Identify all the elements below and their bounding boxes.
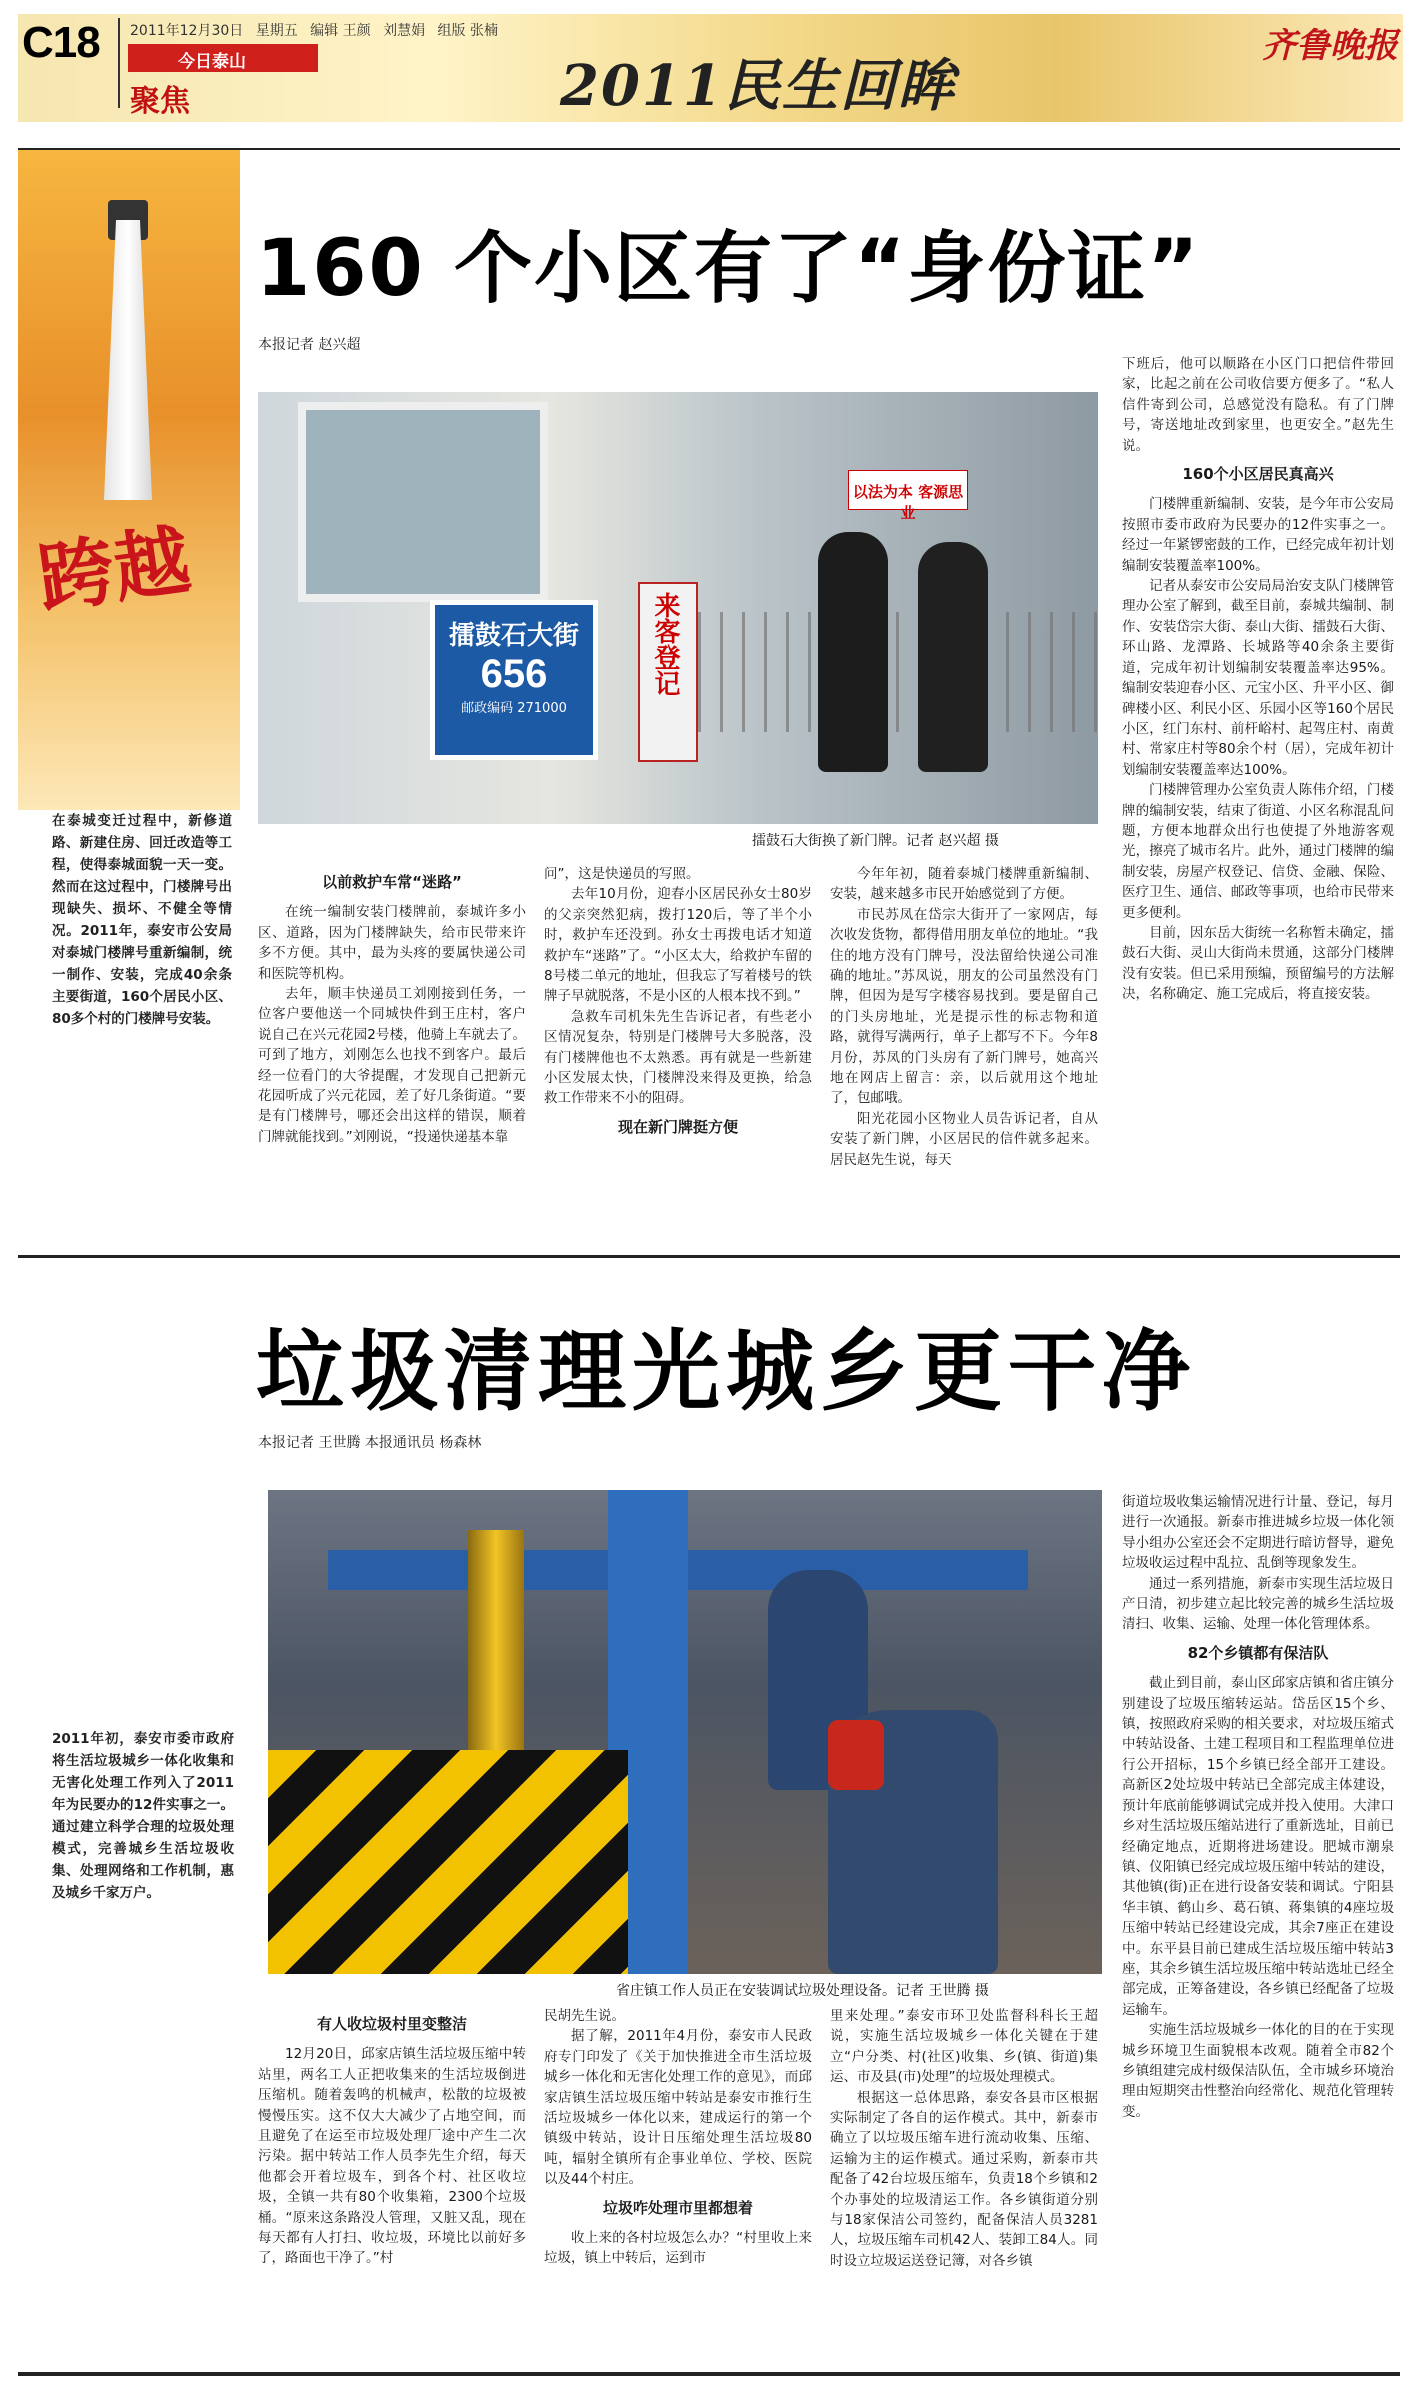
paragraph: 去年，顺丰快递员工刘刚接到任务，一位客户要他送一个同城快件到王庄村，客户说自己在兴元花园2号楼，他骑上车就去了。可到了地方，刘刚怎么也找不到客户。最后经一位看门的大爷提醒，才发现自己把新元花园听成了兴元花园，差了好几条街道。“要是有门楼牌号，哪还会出这样的错误，顺着门牌就能找到。”刘刚说，“投递快递基本靠	[258, 986, 526, 1145]
paragraph: 通过一系列措施，新泰市实现生活垃圾日产日清，初步建立起比较完善的城乡生活垃圾清扫、收集、运输、处理一体化管理体系。	[1122, 1575, 1394, 1633]
editor: 编辑 王颜	[310, 23, 371, 39]
section-tag: 今日泰山	[128, 44, 318, 72]
story2-photo	[268, 1490, 1102, 1974]
subheading: 以前救护车常“迷路”	[322, 873, 462, 891]
plate-number: 656	[480, 652, 548, 696]
story1-column-1	[258, 864, 526, 1252]
paragraph: 今年年初，随着泰城门楼牌重新编制、安装，越来越多市民开始感觉到了方便。	[830, 866, 1098, 903]
page-header	[0, 0, 1417, 130]
paragraph: 在统一编制安装门楼牌前，泰城许多小区、道路，因为门楼牌缺失，给市民带来许多不方便。其中，最为头疼的要属快递公司和医院等机构。	[258, 904, 526, 982]
paragraph: 截止到目前，泰山区邱家店镇和省庄镇分别建设了垃圾压缩转运站。岱岳区15个乡、镇，按照政府采购的相关要求，对垃圾压缩式中转站设备、土建工程项目和工程监理单位进行公开招标，15个乡镇已经全部开工建设。高新区2处垃圾中转站已全部完成主体建设，预计年底前能够调试完成并投入使用。大津口乡对生活垃圾压缩站进行了重新选址，目前已经确定地点，近期将进场建设。肥城市潮泉镇、仪阳镇已经完成垃圾压缩中转站的建设，其他镇(街)正在进行设备安装和调试。宁阳县华丰镇、鹤山乡、葛石镇、蒋集镇的4座垃圾压缩中转站已经建设完成，其余7座正在建设中。东平县目前已建成生活垃圾压缩中转站3座，其余乡镇生活垃圾压缩中转站选址已经全部完成，正筹备建设，各乡镇已经配备了垃圾运输车。	[1122, 1675, 1394, 2018]
left-illustration	[18, 150, 240, 810]
subheading: 有人收垃圾村里变整洁	[316, 2015, 467, 2033]
story2-column-1	[258, 2006, 526, 2368]
page-number: C18	[22, 18, 100, 67]
story2-column-4	[1122, 1492, 1394, 2368]
paragraph: 街道垃圾收集运输情况进行计量、登记，每月进行一次通报。新泰市推进城乡垃圾一体化领导小组办公室还会不定期进行暗访督导，避免垃圾收运过程中乱拉、乱倒等现象发生。	[1122, 1494, 1394, 1572]
photo-hazard-stripes	[268, 1750, 628, 1974]
paragraph: 问”，这是快递员的写照。	[544, 866, 700, 882]
story1-byline: 本报记者 赵兴超	[258, 337, 361, 353]
subheading: 160个小区居民真高兴	[1182, 465, 1334, 484]
photo-banner-sign: 以法为本 客源思业	[848, 470, 968, 510]
section-name: 聚焦	[130, 84, 190, 119]
paragraph: 12月20日，邱家店镇生活垃圾压缩中转站里，两名工人正把收集来的生活垃圾倒进压缩机。随着轰鸣的机械声，松散的垃圾被慢慢压实。这不仅大大减少了占地空间，而且避免了在运至市垃圾处理厂途中产生二次污染。据中转站工作人员李先生介绍，每天他都会开着垃圾车，到各个村、社区收垃圾，全镇一共有80个收集箱，2300个垃圾桶。“原来这条路没人管理，又脏又乱，现在每天都有人打扫、收垃圾，环境比以前好多了，路面也干净了。”村	[258, 2046, 526, 2267]
paragraph: 收上来的各村垃圾怎么办？“村里收上来垃圾，镇上中转后，运到市	[544, 2230, 812, 2267]
story1-headline: 160 个小区有了“身份证”	[256, 224, 1201, 314]
paragraph: 去年10月份，迎春小区居民孙女士80岁的父亲突然犯病，拨打120后，等了半个小时，救护车还没到。孙女士再拨电话才知道救护车“迷路”了。“小区太大，给救护车留的8号楼二单元的地址，但我忘了写着楼号的铁牌子早就脱落，不是小区的人根本找不到。”	[544, 886, 812, 1005]
welding-mask-icon	[828, 1720, 884, 1790]
story1-summary: 在泰城变迁过程中，新修道路、新建住房、回迁改造等工程，使得泰城面貌一天一变。然而在这过程中，门楼牌号出现缺失、损坏、不健全等情况。2011年，泰安市公安局对泰城门楼牌号重新编制，统一制作、安装，完成40余条主要街道，160个居民小区、80多个村的门楼牌号安装。	[52, 813, 232, 1027]
story1-column-2	[544, 864, 812, 1252]
paragraph: 记者从泰安市公安局局治安支队门楼牌管理办公室了解到，截至目前，泰城共编制、制作、安装岱宗大街、泰山大街、擂鼓石大街、环山路、龙潭路、长城路等40余条主要街道，完成年初计划编制安装覆盖率达95%。编制安装迎春小区、元宝小区、升平小区、御碑楼小区、利民小区、乐园小区等160个居民小区，红门东村、前杆峪村、起驾庄村、南黄村、常家庄村等80余个村（居），完成年初计划编制安装覆盖率达100%。	[1122, 578, 1394, 778]
layout-editor: 组版 张楠	[437, 23, 498, 39]
paragraph: 急救车司机朱先生告诉记者，有些老小区情况复杂，特别是门楼牌号大多脱落，没有门楼牌他也不太熟悉。再有就是一些新建小区发展太快，门楼牌没来得及更换，给急救工作带来不小的阻碍。	[544, 1008, 812, 1107]
paragraph: 里来处理。”泰安市环卫处监督科科长王超说，实施生活垃圾城乡一体化关键在于建立“户分类、村(社区)收集、乡(镇、街道)集运、市及县(市)处理”的垃圾处理模式。	[830, 2008, 1098, 2086]
story-divider	[18, 1255, 1400, 1258]
paragraph: 门楼牌重新编制、安装，是今年市公安局按照市委市政府为民要办的12件实事之一。经过一年紧锣密鼓的工作，已经完成年初计划编制安装覆盖率100%。	[1122, 496, 1394, 574]
story2-byline: 本报记者 王世腾 本报通讯员 杨森林	[258, 1435, 482, 1451]
illustration-title: 跨越	[32, 514, 196, 625]
lighthouse-icon	[98, 220, 158, 500]
paragraph: 下班后，他可以顺路在小区门口把信件带回家，比起之前在公司收信要方便多了。“私人信件寄到公司，总感觉没有隐私。有了门牌号，寄送地址改到家里，也更安全。”赵先生说。	[1122, 356, 1394, 454]
paragraph: 实施生活垃圾城乡一体化的目的在于实现城乡环境卫生面貌根本改观。随着全市82个乡镇组建完成村级保洁队伍，全市城乡环境治理由短期突击性整治向经常化、规范化管理转变。	[1122, 2022, 1394, 2120]
plate-street: 擂鼓石大街	[448, 621, 579, 651]
photo-window	[298, 402, 548, 602]
paragraph: 民胡先生说。	[544, 2008, 625, 2024]
story2-photo-caption: 省庄镇工作人员正在安装调试垃圾处理设备。记者 王世腾 摄	[616, 1983, 989, 1999]
issue-date: 2011年12月30日	[130, 23, 244, 39]
paragraph: 目前，因东岳大街统一名称暂未确定，擂鼓石大街、灵山大街尚未贯通，这部分门楼牌没有安装。但已采用预编，预留编号的方法解决，名称确定、施工完成后，将直接安装。	[1122, 924, 1394, 1003]
story2-headline: 垃圾清理光城乡更干净	[256, 1320, 1197, 1423]
story1-column-3	[830, 864, 1098, 1252]
story2-summary: 2011年初，泰安市委市政府将生活垃圾城乡一体化收集和无害化处理工作列入了2011年为民要办的12件实事之一。通过建立科学合理的垃圾处理模式，完善城乡生活垃圾收集、处理网络和工作机制，惠及城乡千家万户。	[52, 1731, 234, 1901]
paragraph: 根据这一总体思路，泰安各县市区根据实际制定了各自的运作模式。其中，新泰市确立了以垃圾压缩车进行流动收集、压缩、运输为主的运作模式。通过采购，新泰市共配备了42台垃圾压缩车，负责18个乡镇和2个办事处的垃圾清运工作。各乡镇街道分别与18家保洁公司签约，配备保洁人员3281人，垃圾压缩车司机42人、装卸工84人。同时设立垃圾运送登记簿，对各乡镇	[830, 2089, 1098, 2269]
paragraph: 门楼牌管理办公室负责人陈伟介绍，门楼牌的编制安装，结束了街道、小区名称混乱问题，方便本地群众出行也使提了外地游客观光，擦亮了城市名片。此外，通过门楼牌的编制安装，房屋产权登记、信贷、金融、保险、医疗卫生、通信、邮政等事项，也给市民带来更多便利。	[1122, 782, 1394, 921]
banner-title: 2011民生回眸	[560, 53, 956, 119]
story2-column-3	[830, 2006, 1098, 2368]
photo-railing	[698, 612, 1098, 732]
newspaper-masthead-logo: 齐鲁晚报	[1262, 26, 1398, 66]
photo-person-2	[918, 542, 988, 772]
paragraph: 市民苏凤在岱宗大街开了一家网店，每次收发货物，都得借用朋友单位的地址。“我住的地方没有门牌号，没法留给快递公司准确的地址。”苏凤说，朋友的公司虽然没有门牌，但因为是写字楼容易找到。要是留自己的门头房地址，光是提示性的标志物和道路，就得写满两行，单子上都写不下。今年8月份，苏凤的门头房有了新门牌号，她高兴地在网店上留言：亲，以后就用这个地址了，包邮哦。	[830, 906, 1098, 1107]
subheading: 垃圾咋处理市里都想着	[602, 2198, 753, 2217]
story1-column-4	[1122, 354, 1394, 1252]
subheading: 现在新门牌挺方便	[617, 1117, 738, 1136]
story2-column-2	[544, 2006, 812, 2368]
page-bottom-rule	[18, 2372, 1400, 2376]
house-number-plate	[430, 600, 598, 760]
issue-weekday: 星期五	[255, 23, 298, 39]
paragraph: 阳光花园小区物业人员告诉记者，自从安装了新门牌，小区居民的信件就多起来。居民赵先生说，每天	[830, 1110, 1098, 1168]
subheading: 82个乡镇都有保洁队	[1187, 1643, 1329, 1662]
photo-person-1	[818, 532, 888, 772]
story1-photo-caption: 擂鼓石大街换了新门牌。记者 赵兴超 摄	[752, 833, 999, 849]
plate-postcode: 邮政编码 271000	[461, 701, 567, 716]
paragraph: 据了解，2011年4月份，泰安市人民政府专门印发了《关于加快推进全市生活垃圾城乡一体化和无害化处理工作的意见》，而邱家店镇生活垃圾压缩中转站是泰安市推行生活垃圾城乡一体化以来，建成运行的第一个镇级中转站，设计日压缩处理生活垃圾80吨，辐射全镇所有企事业单位、学校、医院以及44个村庄。	[544, 2028, 812, 2188]
visitor-sign: 来客登记	[638, 582, 698, 762]
header-meta	[130, 20, 506, 40]
editor-2: 刘慧娟	[383, 23, 426, 39]
header-divider	[118, 18, 120, 108]
story1-photo	[258, 392, 1098, 824]
